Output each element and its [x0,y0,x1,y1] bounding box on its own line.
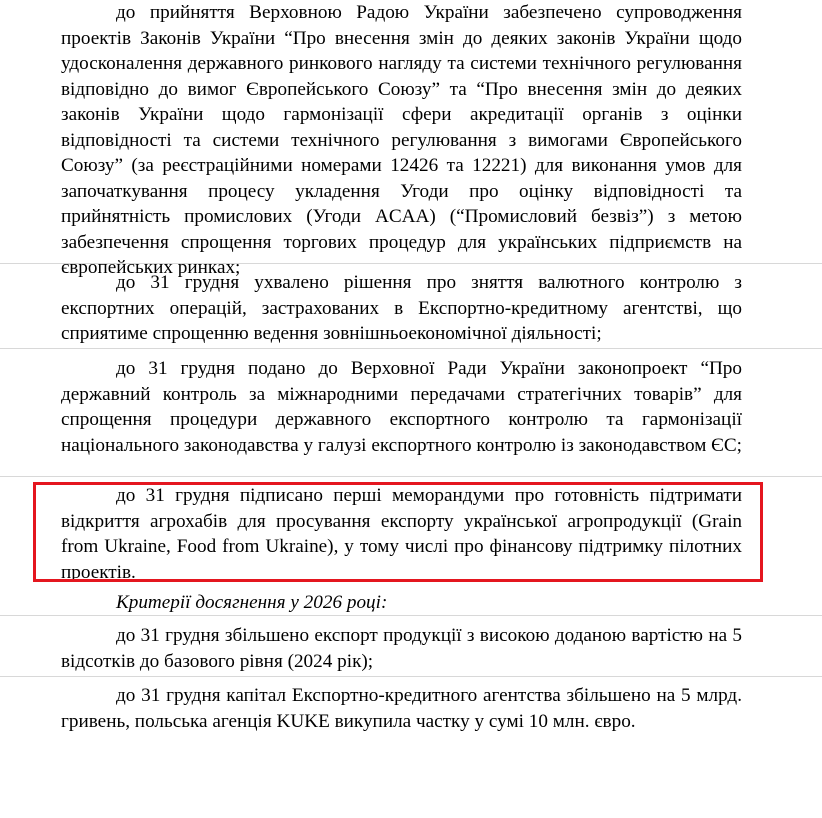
paragraph-legislation-support: до прийняття Верховною Радою України забезпечено супроводження проектів Законів України “Про внесення змін до деяких законів України щодо удосконалення державного ринкового нагляду та системи технічного регулювання відповідно до вимог Європейського Союзу” та “Про внесення змін до деяких законів України щодо гармонізації сфери акредитації органів з оцінки відповідності та системи технічного регулювання з вимогами Європейського Союзу” (за реєстраційними номерами 12426 та 12221) для виконання умов для започаткування процесу укладення Угоди про оцінку відповідності та прийнятність промислових (Угоди ACAA) (“Промисловий безвіз”) з метою забезпечення спрощення торгових процедур для українських підприємств на європейських ринках; [61,2,742,278]
paragraph-separator [0,348,822,349]
paragraph-currency-control: до 31 грудня ухвалено рішення про зняття валютного контролю з експортних операцій, застрахованих в Експортно-кредитному агентстві, що сприятиме спрощенню ведення зовнішньоекономічної діяльності; [61,272,742,344]
paragraph-export-control-bill: до 31 грудня подано до Верховної Ради України законопроект “Про державний контроль за міжнародними передачами стратегічних товарів” для спрощення процедури державного експортного контролю та гармонізації національного законодавства у галузі експортного контролю із законодавством ЄС; [61,358,742,456]
criteria-item-eca-capital: до 31 грудня капітал Експортно-кредитного агентства збільшено на 5 млрд. гривень, польська агенція KUKE викупила частку у сумі 10 млн. євро. [61,685,742,732]
paragraph-agrohub-memoranda: до 31 грудня підписано перші меморандуми про готовність підтримати відкриття агрохабів для просування експорту української агропродукції (Grain from Ukraine, Food from Ukraine), у тому числі про фінансову підтримку пілотних проектів. [61,485,742,583]
paragraph-separator [0,476,822,477]
highlight-box [33,482,763,582]
criteria-item-export-growth: до 31 грудня збільшено експорт продукції з високою доданою вартістю на 5 відсотків до базового рівня (2024 рік); [61,625,742,672]
paragraph-separator [0,676,822,677]
criteria-heading: Критерії досягнення у 2026 році: [116,592,388,613]
